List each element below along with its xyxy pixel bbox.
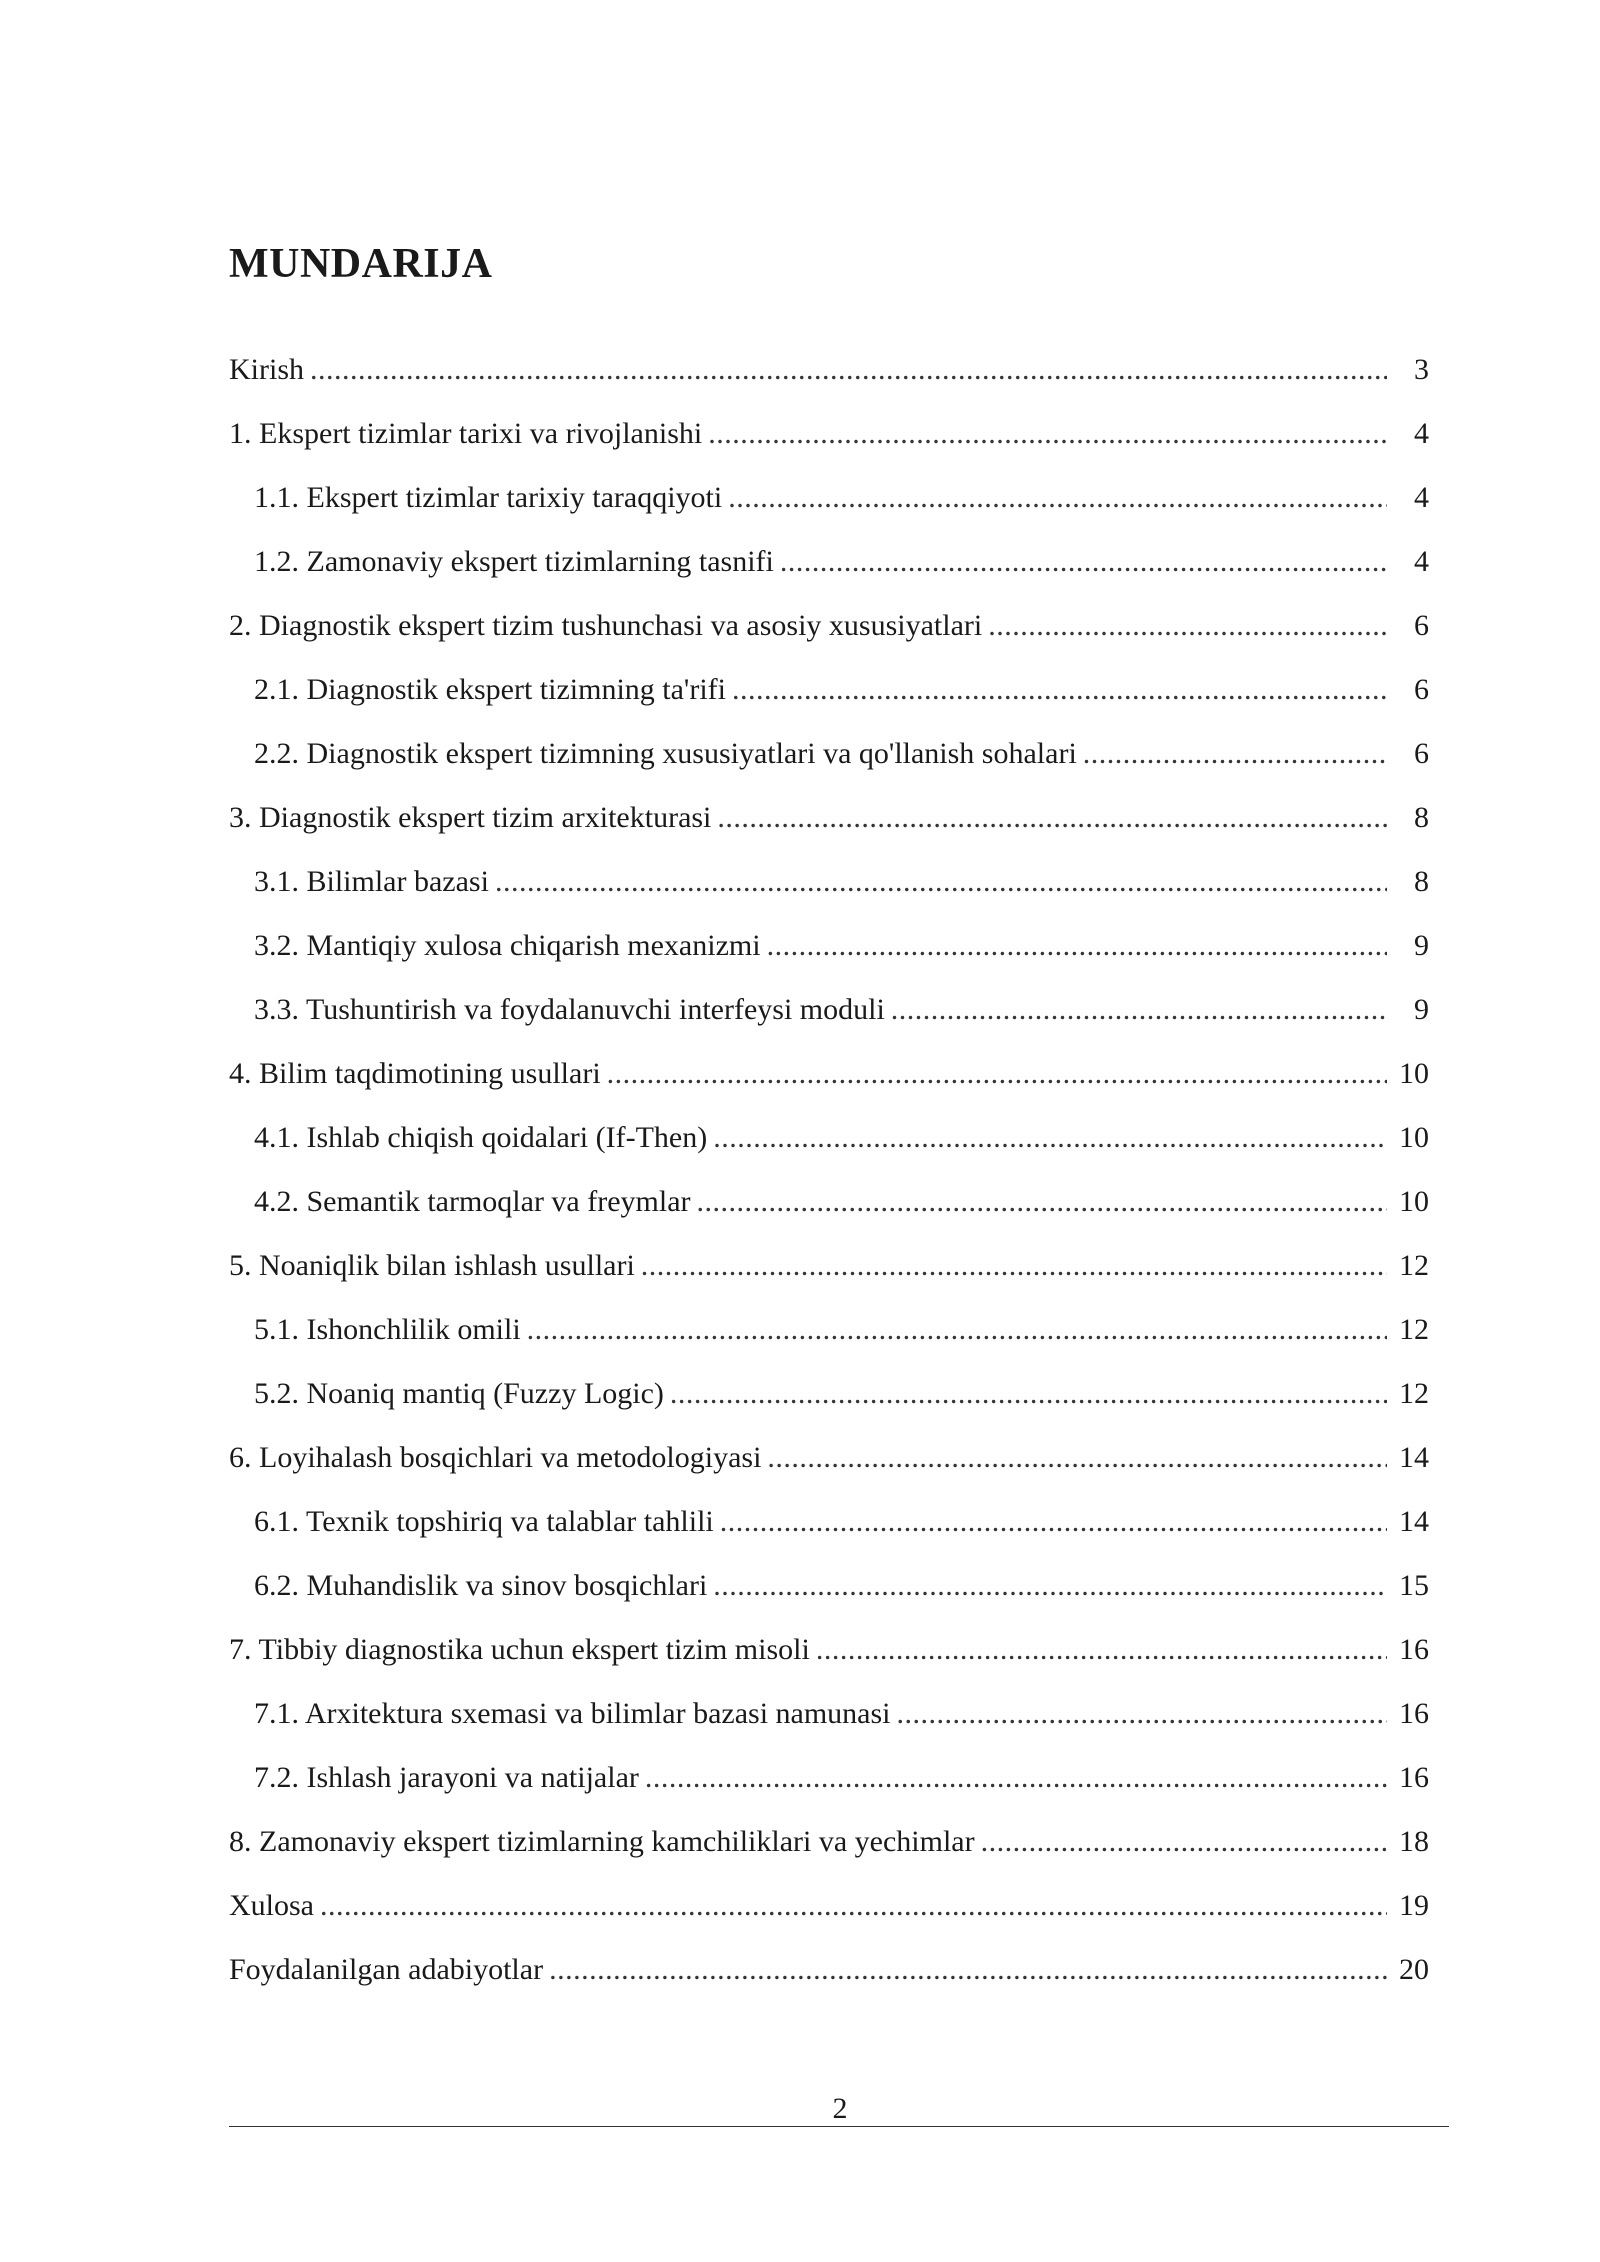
toc-leader-dots <box>713 1564 1387 1608</box>
toc-entry-page: 4 <box>1414 481 1429 514</box>
toc-entry[interactable] <box>229 604 1429 668</box>
toc-entry-page: 3 <box>1414 353 1429 386</box>
toc-entry-label: 1.1. Ekspert tizimlar tarixiy taraqqiyoti <box>254 481 723 514</box>
toc-leader-dots <box>607 1052 1387 1096</box>
toc-leader-dots <box>320 1884 1387 1928</box>
toc-entry[interactable] <box>229 1500 1429 1564</box>
toc-leader-dots <box>717 796 1387 840</box>
toc-entry-label: 6. Loyihalash bosqichlari va metodologiyasi <box>229 1441 762 1474</box>
toc-entry-label: 2.1. Diagnostik ekspert tizimning ta'rifi <box>254 673 726 706</box>
toc-entry-label: 6.2. Muhandislik va sinov bosqichlari <box>254 1569 708 1602</box>
toc-entry[interactable] <box>229 668 1429 732</box>
toc-entry[interactable] <box>229 348 1429 412</box>
toc-leader-dots <box>670 1372 1387 1416</box>
toc-entry[interactable] <box>229 476 1429 540</box>
toc-leader-dots <box>713 1116 1387 1160</box>
toc-entry[interactable] <box>229 1052 1429 1116</box>
toc-entry-label: 5.1. Ishonchlilik omili <box>254 1313 521 1346</box>
toc-leader-dots <box>981 1820 1387 1864</box>
toc-leader-dots <box>527 1308 1387 1352</box>
toc-entry[interactable] <box>229 1436 1429 1500</box>
toc-entry-page: 4 <box>1414 545 1429 578</box>
toc-entry-page: 8 <box>1414 865 1429 898</box>
toc-leader-dots <box>1083 732 1387 776</box>
toc-entry-label: 2. Diagnostik ekspert tizim tushunchasi va asosiy xususiyatlari <box>229 609 983 642</box>
toc-entry-label: 5.2. Noaniq mantiq (Fuzzy Logic) <box>254 1377 664 1410</box>
toc-entry[interactable] <box>229 1756 1429 1820</box>
toc-entry-label: 7.1. Arxitektura sxemasi va bilimlar bazasi namunasi <box>254 1697 891 1730</box>
toc-entry-label: 1. Ekspert tizimlar tarixi va rivojlanishi <box>229 417 703 450</box>
toc-leader-dots <box>780 540 1387 584</box>
toc-entry-label: 3. Diagnostik ekspert tizim arxitekturasi <box>229 801 712 834</box>
toc-entry-page: 4 <box>1414 417 1429 450</box>
toc-entry-page: 16 <box>1399 1633 1429 1666</box>
toc-leader-dots <box>645 1756 1387 1800</box>
toc-entry[interactable] <box>229 924 1429 988</box>
toc-entry[interactable] <box>229 796 1429 860</box>
toc-entry[interactable] <box>229 1244 1429 1308</box>
toc-entry-page: 14 <box>1399 1505 1429 1538</box>
toc-entry[interactable] <box>229 1948 1429 2012</box>
toc-entry-page: 8 <box>1414 801 1429 834</box>
toc-entry-page: 12 <box>1399 1249 1429 1282</box>
toc-entry-label: Kirish <box>229 353 304 386</box>
toc-leader-dots <box>728 476 1387 520</box>
toc-entry-label: 6.1. Texnik topshiriq va talablar tahlili <box>254 1505 714 1538</box>
toc-leader-dots <box>720 1500 1387 1544</box>
toc-entry-label: 3.2. Mantiqiy xulosa chiqarish mexanizmi <box>254 929 761 962</box>
toc-leader-dots <box>767 1436 1387 1480</box>
toc-leader-dots <box>641 1244 1387 1288</box>
toc-entry[interactable] <box>229 732 1429 796</box>
toc-entry-page: 12 <box>1399 1377 1429 1410</box>
toc-entry-label: 3.1. Bilimlar bazasi <box>254 865 489 898</box>
toc-entry[interactable] <box>229 1628 1429 1692</box>
page-number: 2 <box>832 2092 848 2125</box>
toc-entry-label: 7.2. Ishlash jarayoni va natijalar <box>254 1761 639 1794</box>
toc-entry[interactable] <box>229 1820 1429 1884</box>
toc-entry[interactable] <box>229 1180 1429 1244</box>
toc-entry-label: 1.2. Zamonaviy ekspert tizimlarning tasnifi <box>254 545 774 578</box>
toc-entry-page: 9 <box>1414 929 1429 962</box>
table-of-contents <box>229 348 1429 2012</box>
toc-entry[interactable] <box>229 1564 1429 1628</box>
toc-entry-page: 6 <box>1414 673 1429 706</box>
toc-entry-page: 19 <box>1399 1889 1429 1922</box>
toc-entry-page: 9 <box>1414 993 1429 1026</box>
toc-entry[interactable] <box>229 1884 1429 1948</box>
toc-entry-label: 8. Zamonaviy ekspert tizimlarning kamchiliklari va yechimlar <box>229 1825 975 1858</box>
toc-entry-label: Foydalanilgan adabiyotlar <box>229 1953 544 1986</box>
footer-divider <box>229 2126 1449 2127</box>
toc-entry[interactable] <box>229 540 1429 604</box>
toc-leader-dots <box>891 988 1387 1032</box>
toc-leader-dots <box>767 924 1387 968</box>
toc-entry-label: 7. Tibbiy diagnostika uchun ekspert tizim misoli <box>229 1633 810 1666</box>
toc-entry-page: 12 <box>1399 1313 1429 1346</box>
toc-entry-page: 10 <box>1399 1057 1429 1090</box>
toc-entry-label: Xulosa <box>229 1889 314 1922</box>
toc-entry-label: 4.1. Ishlab chiqish qoidalari (If-Then) <box>254 1121 708 1154</box>
toc-entry[interactable] <box>229 860 1429 924</box>
toc-leader-dots <box>988 604 1387 648</box>
toc-leader-dots <box>708 412 1387 456</box>
toc-entry-label: 4. Bilim taqdimotining usullari <box>229 1057 601 1090</box>
toc-entry-label: 3.3. Tushuntirish va foydalanuvchi interfeysi moduli <box>254 993 885 1026</box>
toc-leader-dots <box>816 1628 1387 1672</box>
toc-entry[interactable] <box>229 1116 1429 1180</box>
toc-entry-label: 5. Noaniqlik bilan ishlash usullari <box>229 1249 635 1282</box>
toc-entry-page: 14 <box>1399 1441 1429 1474</box>
toc-entry-page: 16 <box>1399 1761 1429 1794</box>
toc-entry-page: 15 <box>1399 1569 1429 1602</box>
toc-leader-dots <box>897 1692 1387 1736</box>
toc-entry-page: 20 <box>1399 1953 1429 1986</box>
toc-leader-dots <box>732 668 1387 712</box>
toc-title: MUNDARIJA <box>229 241 493 287</box>
toc-entry-page: 16 <box>1399 1697 1429 1730</box>
toc-entry[interactable] <box>229 1372 1429 1436</box>
toc-entry-label: 4.2. Semantik tarmoqlar va freymlar <box>254 1185 691 1218</box>
toc-entry-label: 2.2. Diagnostik ekspert tizimning xususiyatlari va qo'llanish sohalari <box>254 737 1077 770</box>
toc-leader-dots <box>549 1948 1387 1992</box>
toc-entry-page: 18 <box>1399 1825 1429 1858</box>
toc-entry-page: 6 <box>1414 737 1429 770</box>
toc-leader-dots <box>495 860 1387 904</box>
toc-entry[interactable] <box>229 1692 1429 1756</box>
toc-entry-page: 6 <box>1414 609 1429 642</box>
toc-entry-page: 10 <box>1399 1185 1429 1218</box>
toc-entry[interactable] <box>229 412 1429 476</box>
toc-leader-dots <box>310 348 1387 392</box>
toc-leader-dots <box>697 1180 1387 1224</box>
toc-entry-page: 10 <box>1399 1121 1429 1154</box>
toc-entry[interactable] <box>229 1308 1429 1372</box>
toc-entry[interactable] <box>229 988 1429 1052</box>
